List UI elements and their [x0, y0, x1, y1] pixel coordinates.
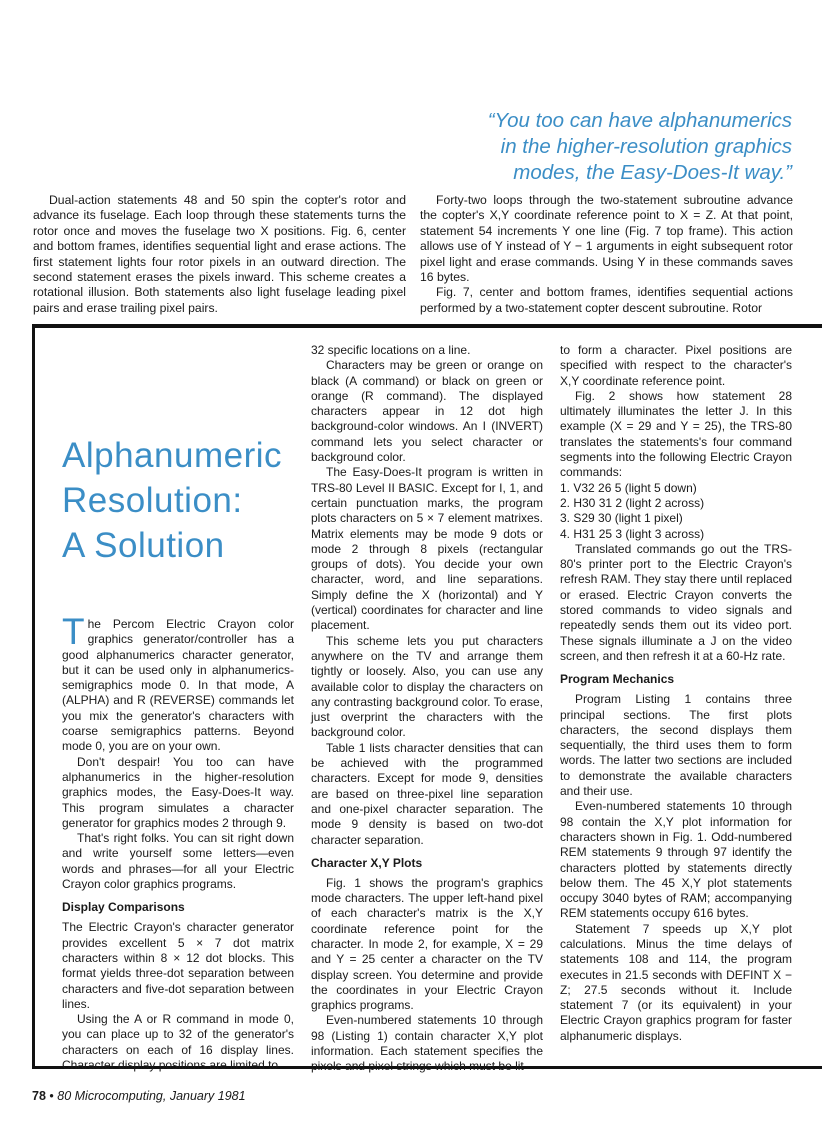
paragraph: Fig. 2 shows how statement 28 ultimately illuminates the letter J. In this example (X = 29 and Y = 25), the TRS-80 translates the statements's four command segments into the following Electric Crayon commands: — [560, 388, 792, 480]
pull-quote — [420, 108, 792, 186]
paragraph: Even-numbered statements 10 through 98 (Listing 1) contain character X,Y plot information. Each statement specifies the pixels and pixel strings which must be lit — [311, 1013, 543, 1074]
command-list-item: 1. V32 26 5 (light 5 down) — [560, 480, 697, 495]
paragraph: Characters may be green or orange on black (A command) or black on green or orange (R command). The displayed characters appear in 12 dot high background-color windows. An I (INVERT) command lets you select character or background color. — [311, 358, 543, 465]
paragraph: Dual-action statements 48 and 50 spin the copter's rotor and advance its fuselage. Each loop through these statements turns the rotor once and moves the fuselage two X positions. Fig. 6, center and bottom frames, identifies sequential light and erase actions. The first statement lights four rotor pixels in an outward direction. The second statement erases the pixels inward. This scheme creates a rotational illusion. Both statements also light fuselage leading pixel pairs and erase trailing pixel pairs. — [33, 193, 406, 315]
paragraph: Don't despair! You too can have alphanumerics in the higher-resolution graphics modes, the Easy-Does-It way. This program simulates a character generator for graphics modes 2 through 9. — [62, 754, 294, 830]
paragraph: Program Listing 1 contains three principal sections. The first plots characters, the second displays them sequentially, the third uses them to form words. The latter two sections are included to demonstrate the available characters and their use. — [560, 692, 792, 799]
command-list-item: 4. H31 25 3 (light 3 across) — [560, 526, 705, 541]
paragraph: Using the A or R command in mode 0, you can place up to 32 of the generator's characters on each of 16 display lines. Character display positions are limited to — [62, 1012, 294, 1073]
paragraph: Even-numbered statements 10 through 98 contain the X,Y plot information for characters shown in Fig. 1. Odd-numbered REM statements 9 through 97 identify the characters plotted by statements directly below them. The 45 X,Y plot statements occupy 3040 bytes of RAM; accompanying REM statements occupy 616 bytes. — [560, 799, 792, 921]
paragraph: to form a character. Pixel positions are specified with respect to the character's X,Y coordinate reference point. — [560, 343, 792, 388]
paragraph: 32 specific locations on a line. — [311, 343, 471, 357]
section-heading: Display Comparisons — [62, 900, 185, 915]
paragraph: Forty-two loops through the two-statement subroutine advance the copter's X,Y coordinate reference point to X = Z. At that point, statement 54 increments Y one line (Fig. 7 top frame). This action allows use of Y instead of Y − 1 arguments in eight subsequent rotor pixel light and erase commands. Using Y in these commands saves 16 bytes. — [420, 193, 793, 285]
continued-text-left — [33, 193, 406, 316]
article-title-line: Resolution: — [62, 481, 243, 520]
paragraph-text: he Percom Electric Crayon color graphics generator/controller has a good alphanumerics character generator, but it can be used only in alphanumerics-semigraphics mode 0. In that mode, A (ALPHA) and R (REVERSE) commands let you mix the generator's characters with coarse semigraphics patterns. Beyond mode 0, you are on your own. — [62, 617, 294, 754]
paragraph: Table 1 lists character densities that can be achieved with the programmed characters. Except for mode 9, densities are based on three-pixel line separation and one-pixel character separation. The mode 9 density is based on two-dot character separation. — [311, 740, 543, 847]
paragraph: That's right folks. You can sit right down and write yourself some letters—even words and phrases—for all your Electric Crayon color graphics programs. — [62, 831, 294, 892]
paragraph: Statement 7 speeds up X,Y plot calculations. Minus the time delays of statements 108 and 114, the program executes in 21.5 seconds with DEFINT X − Z; 27.5 seconds without it. Include statement 7 (or its equivalent) in your Electric Crayon graphics program for faster alphanumeric displays. — [560, 921, 792, 1043]
paragraph: Fig. 7, center and bottom frames, identifies sequential actions performed by a two-statement copter descent subroutine. Rotor — [420, 285, 793, 315]
article-title-line: Alphanumeric — [62, 436, 282, 475]
command-list-item: 3. S29 30 (light 1 pixel) — [560, 511, 683, 526]
paragraph — [62, 611, 294, 755]
pull-quote-line: modes, the Easy-Does-It way.” — [513, 161, 792, 184]
box-left-rule — [32, 324, 35, 1069]
section-heading: Character X,Y Plots — [311, 855, 423, 870]
pull-quote-line: “You too can have alphanumerics — [487, 109, 792, 132]
publication-name: 80 Microcomputing, January 1981 — [57, 1089, 246, 1103]
continued-text — [33, 193, 793, 316]
paragraph: The Easy-Does-It program is written in TRS-80 Level II BASIC. Except for I, 1, and certain punctuation marks, the program plots characters on 5 × 7 element matrixes. Matrix elements may be mode 9 dots or mode 2 through 8 pixels (rectangular groups of dots). You decide your own character, word, and line separations. Simply define the X (horizontal) and Y (vertical) coordinates for character and line placement. — [311, 465, 543, 633]
paragraph: Translated commands go out the TRS-80's printer port to the Electric Crayon's refresh RAM. They stay there until replaced or erased. Electric Crayon converts the stored commands to video signals and repeatedly sends them out its video port. These signals illuminate a J on the video screen, and then refresh it at a 60-Hz rate. — [560, 541, 792, 663]
article-column-1 — [62, 611, 294, 1073]
article-title-line: A Solution — [62, 526, 225, 565]
page-footer — [32, 1089, 246, 1103]
continued-text-right — [420, 193, 793, 316]
drop-cap: T — [62, 611, 85, 652]
pull-quote-line: in the higher-resolution graphics — [500, 135, 792, 158]
paragraph: This scheme lets you put characters anywhere on the TV and arrange them tightly or loosely. Also, you can use any available color to display the characters on any contrasting background color. To erase, just overprint the characters with the background color. — [311, 633, 543, 740]
page-number: 78 — [32, 1089, 46, 1103]
paragraph: Fig. 1 shows the program's graphics mode characters. The upper left-hand pixel of each character's matrix is the X,Y coordinate reference point for the character. In mode 2, for example, X = 29 and Y = 25 center a character on the TV display screen. You determine and provide the coordinates in your Electric Crayon graphics programs. — [311, 875, 543, 1013]
article-title — [62, 433, 282, 568]
article-column-2 — [311, 343, 543, 1075]
footer-bullet: • — [49, 1089, 54, 1103]
section-heading: Program Mechanics — [560, 672, 675, 687]
article-column-3 — [560, 343, 792, 1044]
box-top-rule — [32, 324, 822, 328]
paragraph: The Electric Crayon's character generator provides excellent 5 × 7 dot matrix characters within 8 × 12 dot blocks. This format yields three-dot separation between characters and five-dot separation between lines. — [62, 920, 294, 1011]
command-list-item: 2. H30 31 2 (light 2 across) — [560, 495, 705, 510]
